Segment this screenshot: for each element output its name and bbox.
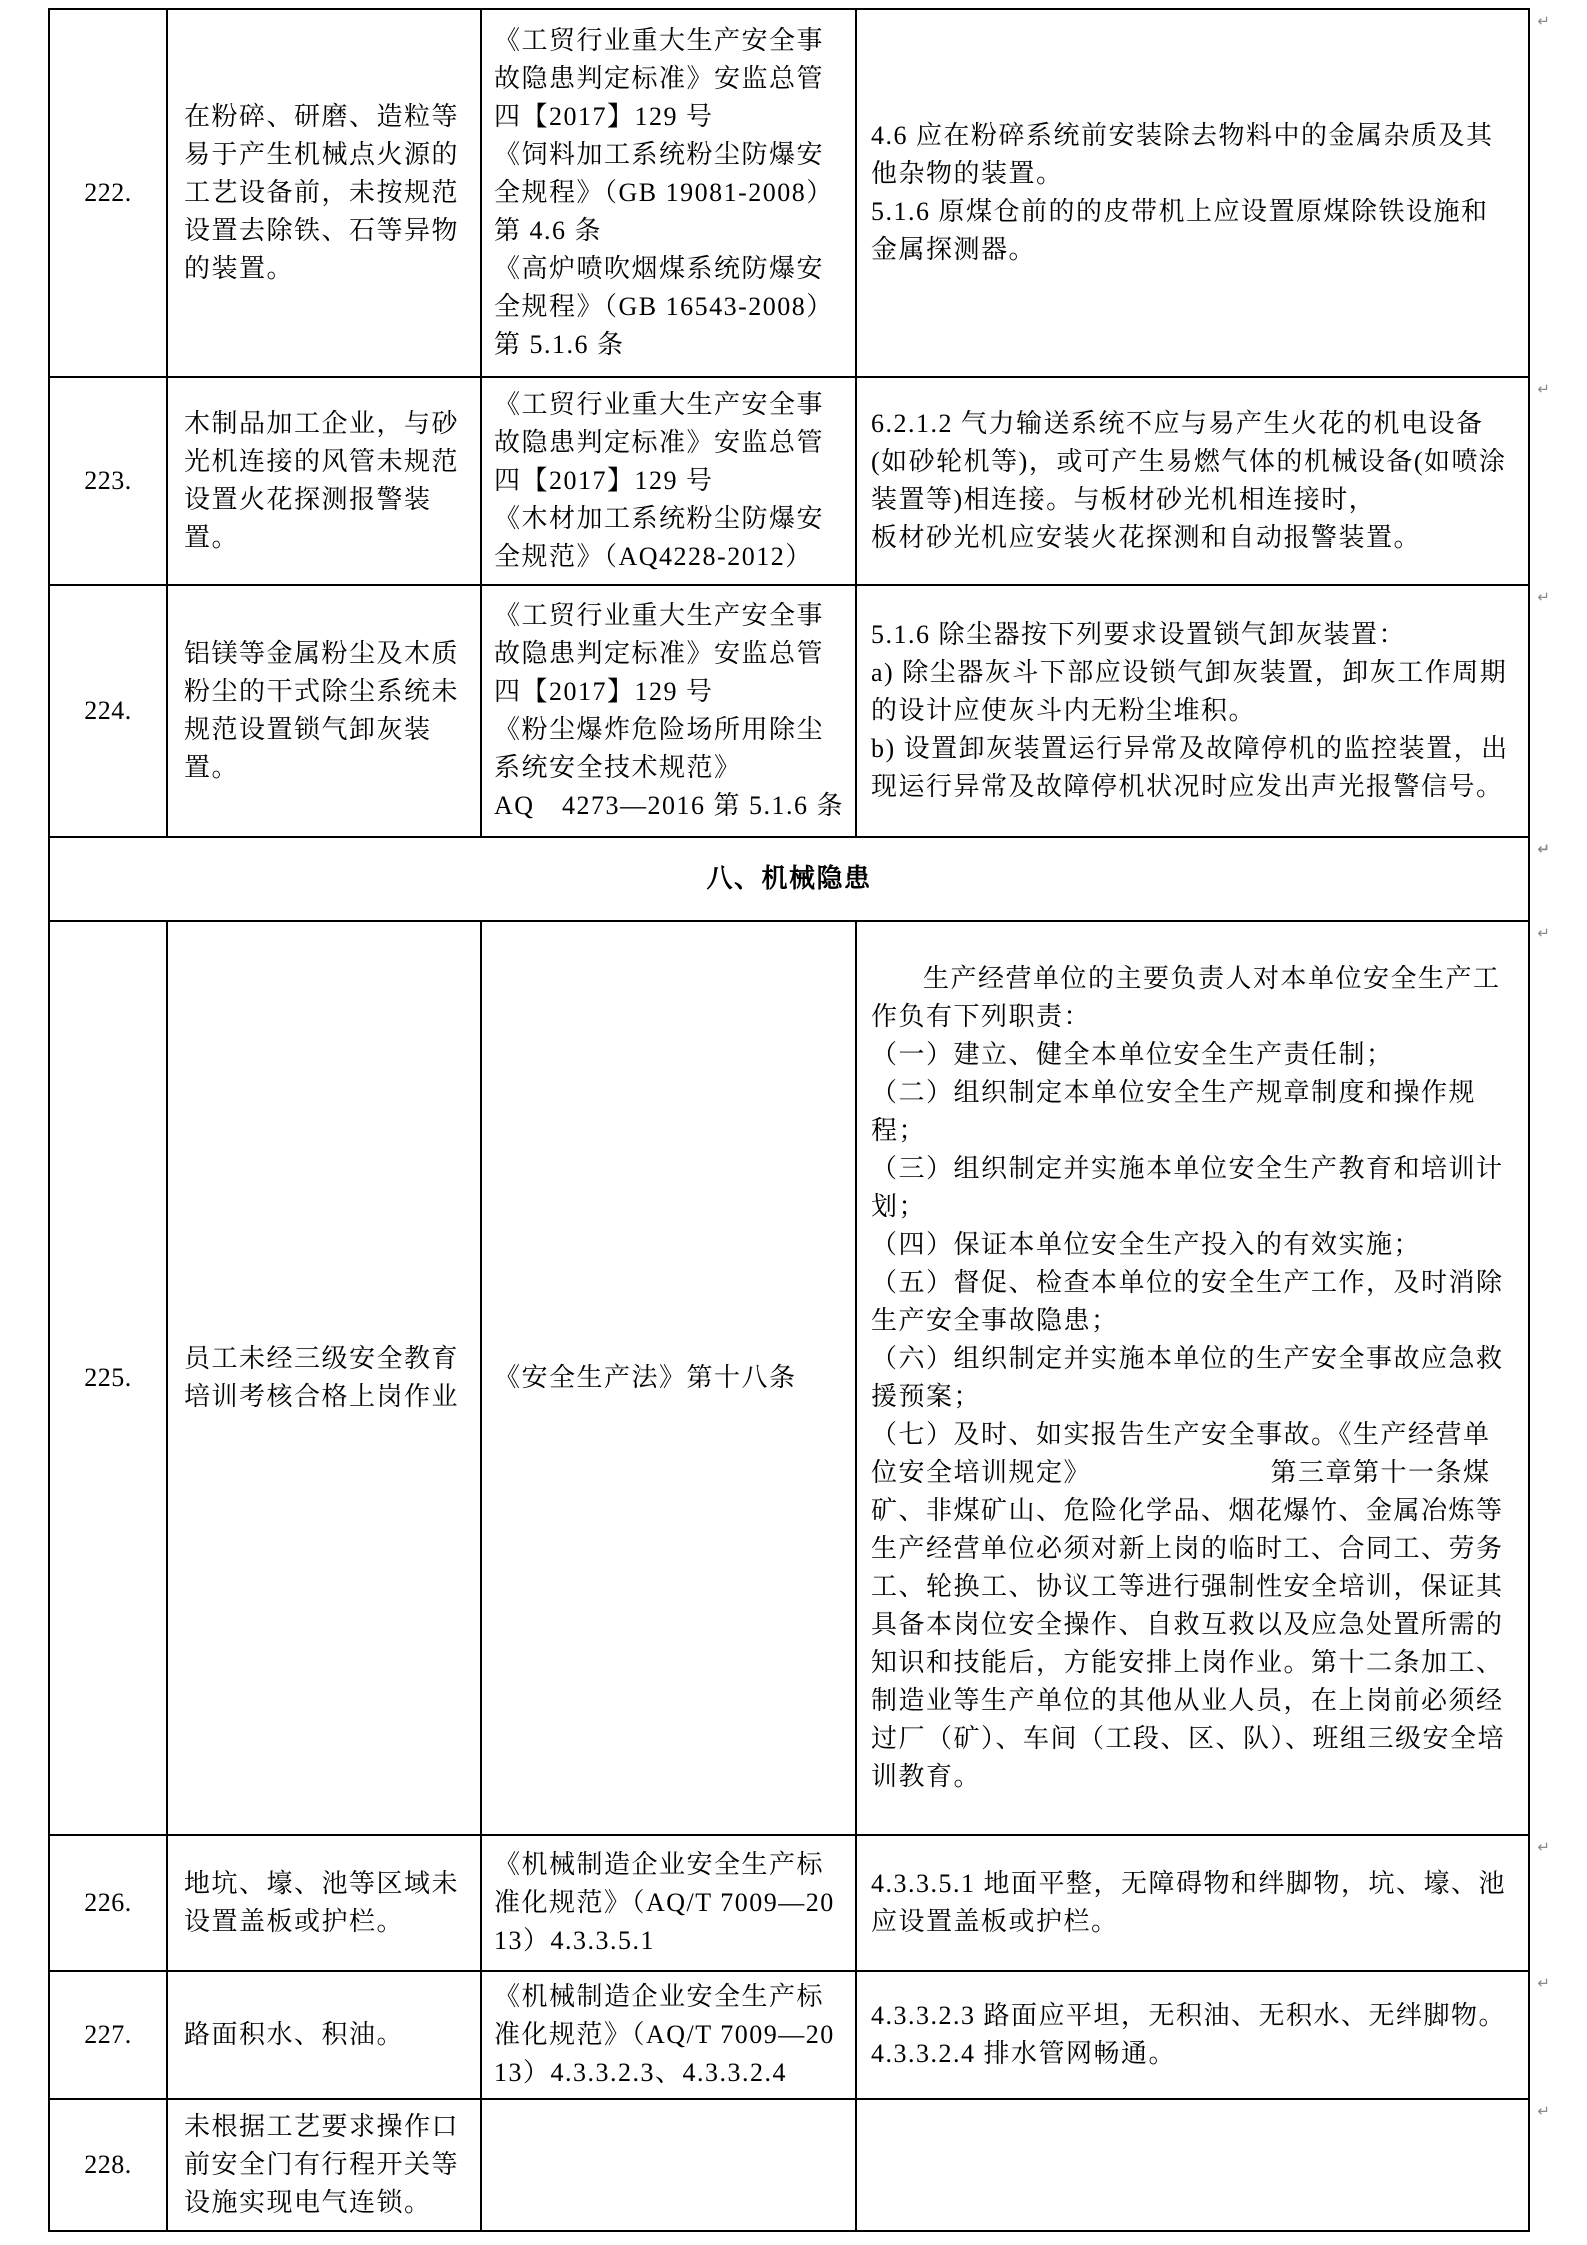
hazard-text: 铝镁等金属粉尘及木质粉尘的干式除尘系统未规范设置锁气卸灰装置。 (184, 639, 460, 782)
cell-hazard-description (167, 2099, 481, 2231)
cell-regulation-basis (481, 921, 856, 1835)
row-end-mark-icon: ↵ (1537, 588, 1550, 606)
cell-requirement (856, 921, 1550, 1835)
row-end-mark-icon: ↵ (1537, 840, 1550, 858)
cell-row-number (49, 377, 167, 585)
row-end-mark-icon: ↵ (1537, 1838, 1550, 1856)
table-row (49, 1971, 1529, 2099)
basis-text: 《安全生产法》第十八条 (494, 1363, 797, 1392)
requirement-text: （五）督促、检查本单位的安全生产工作，及时消除生产安全事故隐患； (871, 1268, 1504, 1335)
cell-row-number (49, 9, 167, 377)
row-number: 225. (84, 1363, 132, 1392)
requirement-text: （四）保证本单位安全生产投入的有效实施； (871, 1230, 1422, 1259)
requirement-text: 6.2.1.2 气力输送系统不应与易产生火花的机电设备(如砂轮机等)，或可产生易燃气体的机械设备(如喷涂装置等)相连接。与板材砂光机相连接时， (871, 409, 1507, 514)
cell-regulation-basis (481, 585, 856, 837)
cell-row-number (49, 1835, 167, 1971)
basis-text: 《工贸行业重大生产安全事故隐患判定标准》安监总管四【2017】129 号 (494, 390, 825, 495)
cell-hazard-description (167, 585, 481, 837)
cell-hazard-description (167, 921, 481, 1835)
cell-row-number (49, 921, 167, 1835)
cell-regulation-basis (481, 9, 856, 377)
hazard-text: 在粉碎、研磨、造粒等易于产生机械点火源的工艺设备前，未按规范设置去除铁、石等异物的装置。 (184, 102, 460, 283)
requirement-text: 板材砂光机应安装火花探测和自动报警装置。 (871, 523, 1422, 552)
row-end-mark-icon: ↵ (1537, 1974, 1550, 1992)
requirement-text: b) 设置卸灰装置运行异常及故障停机的监控装置，出现运行异常及故障停机状况时应发出声光报警信号。 (871, 734, 1509, 801)
hazard-text: 地坑、壕、池等区域未设置盖板或护栏。 (184, 1869, 460, 1936)
row-end-mark-icon: ↵ (1537, 380, 1550, 398)
cell-requirement (856, 585, 1550, 837)
hazard-text: 员工未经三级安全教育培训考核合格上岗作业 (184, 1344, 460, 1411)
cell-requirement (856, 1835, 1550, 1971)
basis-text: AQ 4273—2016 第 5.1.6 条 (494, 791, 845, 820)
cell-row-number (49, 1971, 167, 2099)
requirement-text: （二）组织制定本单位安全生产规章制度和操作规程； (871, 1078, 1477, 1145)
requirement-text: 5.1.6 原煤仓前的的皮带机上应设置原煤除铁设施和金属探测器。 (871, 197, 1489, 264)
requirement-text: （三）组织制定并实施本单位安全生产教育和培训计划； (871, 1154, 1504, 1221)
cell-section-header (49, 837, 1550, 921)
row-number: 222. (84, 178, 132, 207)
requirement-text: （一）建立、健全本单位安全生产责任制； (871, 1040, 1394, 1069)
requirement-text: （六）组织制定并实施本单位的生产安全事故应急救援预案； (871, 1344, 1504, 1411)
cell-regulation-basis (481, 2099, 856, 2231)
requirement-text: （七）及时、如实报告生产安全事故。《生产经营单位安全培训规定》 第三章第十一条煤矿、非煤矿山、危险化学品、烟花爆竹、金属冶炼等生产经营单位必须对新上岗的临时工、合同工、劳务工、轮换工、协议工等进行强制性安全培训，保证其具备本岗位安全操作、自救互救以及应急处置所需的知识和技能后，方能安排上岗作业。第十二条加工、制造业等生产单位的其他从业人员，在上岗前必须经过厂（矿）、车间（工段、区、队）、班组三级安全培训教育。 (871, 1420, 1506, 1791)
table-row (49, 1835, 1529, 1971)
cell-row-number (49, 585, 167, 837)
cell-regulation-basis (481, 377, 856, 585)
cell-requirement (856, 2099, 1550, 2231)
row-number: 227. (84, 2020, 132, 2049)
requirement-text: 4.3.3.2.3 路面应平坦，无积油、无积水、无绊脚物。 (871, 2001, 1507, 2030)
basis-text: 《饲料加工系统粉尘防爆安全规程》（GB 19081-2008）第 4.6 条 (494, 140, 834, 245)
cell-row-number (49, 2099, 167, 2231)
basis-text: 《木材加工系统粉尘防爆安全规范》（AQ4228-2012） (494, 504, 825, 571)
basis-text: 《粉尘爆炸危险场所用除尘系统安全技术规范》 (494, 715, 825, 782)
section-header-title: 八、机械隐患 (706, 864, 872, 893)
cell-requirement (856, 9, 1550, 377)
hazard-text: 路面积水、积油。 (184, 2020, 405, 2049)
row-end-mark-icon: ↵ (1537, 12, 1550, 30)
section-header-row (49, 837, 1529, 921)
requirement-text: 生产经营单位的主要负责人对本单位安全生产工作负有下列职责： (871, 964, 1501, 1031)
cell-hazard-description (167, 1835, 481, 1971)
row-number: 223. (84, 466, 132, 495)
basis-text: 《工贸行业重大生产安全事故隐患判定标准》安监总管四【2017】129 号 (494, 601, 825, 706)
basis-text: 《工贸行业重大生产安全事故隐患判定标准》安监总管四【2017】129 号 (494, 26, 825, 131)
requirement-text: 4.3.3.2.4 排水管网畅通。 (871, 2039, 1177, 2068)
cell-hazard-description (167, 9, 481, 377)
hazard-text: 木制品加工企业，与砂光机连接的风管未规范设置火花探测报警装置。 (184, 409, 460, 552)
table-row (49, 921, 1529, 1835)
cell-regulation-basis (481, 1971, 856, 2099)
cell-regulation-basis (481, 1835, 856, 1971)
row-number: 226. (84, 1888, 132, 1917)
table-row (49, 2099, 1529, 2231)
hazard-text: 未根据工艺要求操作口前安全门有行程开关等设施实现电气连锁。 (184, 2112, 460, 2217)
requirement-text: 4.6 应在粉碎系统前安装除去物料中的金属杂质及其他杂物的装置。 (871, 121, 1494, 188)
cell-requirement (856, 377, 1550, 585)
row-number: 228. (84, 2150, 132, 2179)
cell-hazard-description (167, 1971, 481, 2099)
requirement-text: 4.3.3.5.1 地面平整，无障碍物和绊脚物，坑、壕、池应设置盖板或护栏。 (871, 1869, 1507, 1936)
table-row (49, 377, 1529, 585)
basis-text: 《机械制造企业安全生产标准化规范》（AQ/T 7009—2013）4.3.3.5.1 (494, 1850, 835, 1955)
basis-text: 《高炉喷吹烟煤系统防爆安全规程》（GB 16543-2008）第 5.1.6 条 (494, 254, 834, 359)
row-end-mark-icon: ↵ (1537, 2102, 1550, 2120)
cell-hazard-description (167, 377, 481, 585)
requirement-text: 5.1.6 除尘器按下列要求设置锁气卸灰装置： (871, 620, 1407, 649)
basis-text: 《机械制造企业安全生产标准化规范》（AQ/T 7009—2013）4.3.3.2.3、4.3.3.2.4 (494, 1982, 835, 2087)
hazard-table (48, 8, 1550, 2232)
table-row (49, 585, 1529, 837)
cell-requirement (856, 1971, 1550, 2099)
row-end-mark-icon: ↵ (1537, 924, 1550, 942)
table-row (49, 9, 1529, 377)
row-number: 224. (84, 696, 132, 725)
requirement-text: a) 除尘器灰斗下部应设锁气卸灰装置，卸灰工作周期的设计应使灰斗内无粉尘堆积。 (871, 658, 1508, 725)
